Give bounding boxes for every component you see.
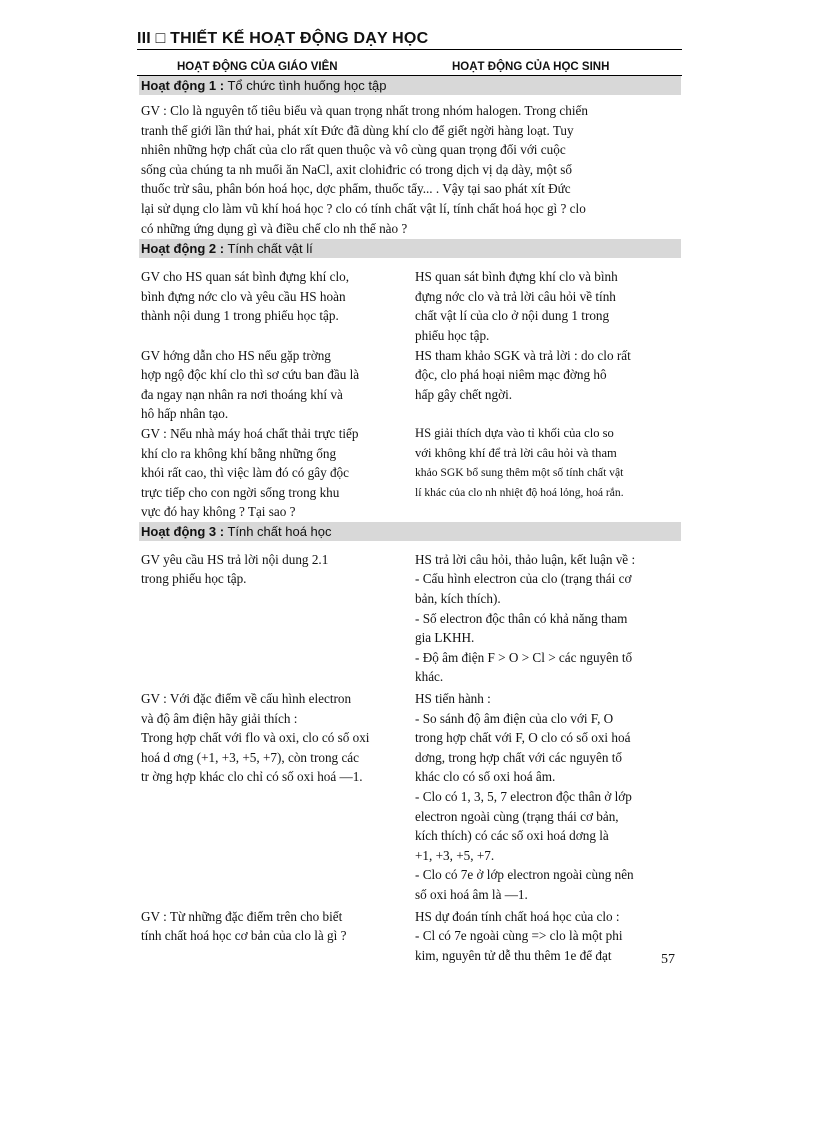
text-line: tính chất hoá học cơ bản của clo là gì ? [141,928,347,944]
text-line: thành nội dung 1 trong phiếu học tập. [141,308,339,324]
activity-3-row [141,907,679,966]
text-line: kích thích) có các số oxi hoá dơng là [415,828,609,844]
text-line: bản, kích thích). [415,591,501,607]
text-line: - Clo có 7e ở lớp electron ngoài cùng nên [415,867,634,883]
teacher-activity [141,346,415,424]
text-line: trong phiếu học tập. [141,571,247,587]
teacher-activity [141,267,415,345]
text-line: kim, nguyên tử dễ thu thêm 1e để đạt [415,947,612,963]
activity-2-title: Tính chất vật lí [227,241,313,257]
text-line: HS tham khảo SGK và trả lời : do clo rất [415,347,631,363]
text-line: gia LKHH. [415,630,475,646]
text-line: và độ âm điện hãy giải thích : [141,710,298,726]
text-line: GV : Clo là nguyên tố tiêu biểu và quan trọng nhất trong nhóm halogen. Trong chiến [141,103,588,118]
activity-3-header [139,522,681,541]
text-line: tr ờng hợp khác clo chỉ có số oxi hoá —1. [141,769,363,785]
text-line: đa ngay nạn nhân ra nơi thoáng khí và [141,386,343,402]
student-activity [415,267,679,345]
text-line: GV hớng dẫn cho HS nếu gặp trờng [141,347,331,363]
text-line: - Cấu hình electron của clo (trạng thái cơ [415,571,632,587]
text-line: khí clo ra không khí bằng những ống [141,445,337,461]
text-line: GV : Với đặc điểm về cấu hình electron [141,691,352,707]
text-line: GV : Nếu nhà máy hoá chất thải trực tiếp [141,425,359,441]
activity-1-title: Tổ chức tình huống học tập [227,78,387,93]
text-line: GV yêu cầu HS trả lời nội dung 2.1 [141,551,329,567]
lesson-content [141,76,679,965]
text-line: số oxi hoá âm là —1. [415,886,528,902]
text-line: với không khí để trả lời câu hỏi và tham [415,445,617,460]
text-line: phiếu học tập. [415,327,490,343]
text-line: nhiên những hợp chất của clo rất quen thuộc và vô cùng quan trọng đối với cuộc [141,142,566,158]
activity-2-row [141,267,679,345]
teacher-activity [141,907,415,966]
text-line: - Độ âm điện F > O > Cl > các nguyên tố [415,649,633,665]
text-line: khảo SGK bổ sung thêm một số tính chất vật [415,466,624,480]
text-line: - Clo có 1, 3, 5, 7 electron độc thân ở lớp [415,789,632,804]
text-line: dơng, trong hợp chất với các nguyên tố [415,749,622,765]
student-activity [415,907,679,966]
text-line: tranh thế giới lần thứ hai, phát xít Đức đã dùng khí clo để giết ngời hàng loạt. Tuy [141,122,574,138]
text-line: khác clo có số oxi hoá âm. [415,769,556,785]
text-line: trong hợp chất với F, O clo có số oxi hoá [415,730,631,746]
text-line: hấp gây chết ngời. [415,386,513,402]
student-activity [415,424,679,522]
text-line: bình đựng nớc clo và yêu cầu HS hoàn [141,288,346,304]
text-line: hợp ngộ độc khí clo thì sơ cứu ban đầu là [141,367,360,383]
text-line: hô hấp nhân tạo. [141,406,229,422]
text-line: sống của chúng ta nh muối ăn NaCl, axit clohiđric có trong dịch vị dạ dày, một số [141,161,572,177]
teacher-column-header: HOẠT ĐỘNG CỦA GIÁO VIÊN [177,61,338,73]
activity-2-header [139,239,681,258]
text-line: HS tiến hành : [415,691,491,707]
text-line: khác. [415,669,444,685]
activity-3-title: Tính chất hoá học [227,523,332,539]
teacher-activity [141,550,415,687]
text-line: độc, clo phá hoại niêm mạc đờng hô [415,367,607,383]
text-line: có những ứng dụng gì và điều chế clo nh thế nào ? [141,220,408,236]
page-number: 57 [661,952,675,967]
text-line: GV : Từ những đặc điểm trên cho biết [141,908,343,924]
text-line: lí khác của clo nh nhiệt độ hoá lỏng, hoá rắn. [415,485,624,499]
teacher-activity [141,689,415,905]
section-title: III □ THIẾT KẾ HOẠT ĐỘNG DẠY HỌC [137,30,682,50]
activity-1-label: Hoạt động 1 : [141,78,225,93]
text-line: lại sử dụng clo làm vũ khí hoá học ? clo có tính chất vật lí, tính chất hoá học gì ? clo [141,200,586,216]
text-line: +1, +3, +5, +7. [415,847,495,863]
student-activity [415,550,679,687]
activity-2-row [141,346,679,424]
text-line: - So sánh độ âm điện của clo với F, O [415,710,614,726]
activity-2-label: Hoạt động 2 : [141,241,225,257]
text-line: vực đó hay không ? Tại sao ? [141,504,296,520]
student-column-header: HOẠT ĐỘNG CỦA HỌC SINH [452,61,610,73]
text-line: đựng nớc clo và trả lời câu hỏi về tính [415,288,616,304]
text-line: trực tiếp cho con ngời sống trong khu [141,484,340,500]
column-headers [137,61,682,76]
student-activity [415,689,679,905]
activity-1-text [141,101,679,238]
text-line: - Cl có 7e ngoài cùng => clo là một phi [415,928,623,944]
activity-3-row [141,550,679,687]
text-line: electron ngoài cùng (trạng thái cơ bản, [415,808,619,824]
activity-3-label: Hoạt động 3 : [141,523,225,539]
student-activity [415,346,679,424]
text-line: Trong hợp chất với flo và oxi, clo có số oxi [141,730,370,746]
text-line: hoá d ơng (+1, +3, +5, +7), còn trong các [141,749,359,765]
text-line: GV cho HS quan sát bình đựng khí clo, [141,269,349,285]
text-line: khói rất cao, thì việc làm đó có gây độc [141,465,349,481]
activity-2-row [141,424,679,522]
activity-3-row [141,689,679,905]
text-line: HS giải thích dựa vào tỉ khối của clo so [415,425,614,440]
text-line: HS dự đoán tính chất hoá học của clo : [415,908,620,924]
text-line: - Số electron độc thân có khả năng tham [415,610,628,626]
teacher-activity [141,424,415,522]
text-line: HS quan sát bình đựng khí clo và bình [415,269,618,285]
activity-1-header [139,76,681,95]
text-line: chất vật lí của clo ở nội dung 1 trong [415,308,610,324]
text-line: thuốc trừ sâu, phân bón hoá học, dợc phẩm, thuốc tẩy... . Vậy tại sao phát xít Đức [141,181,571,197]
text-line: HS trả lời câu hỏi, thảo luận, kết luận về : [415,551,636,567]
